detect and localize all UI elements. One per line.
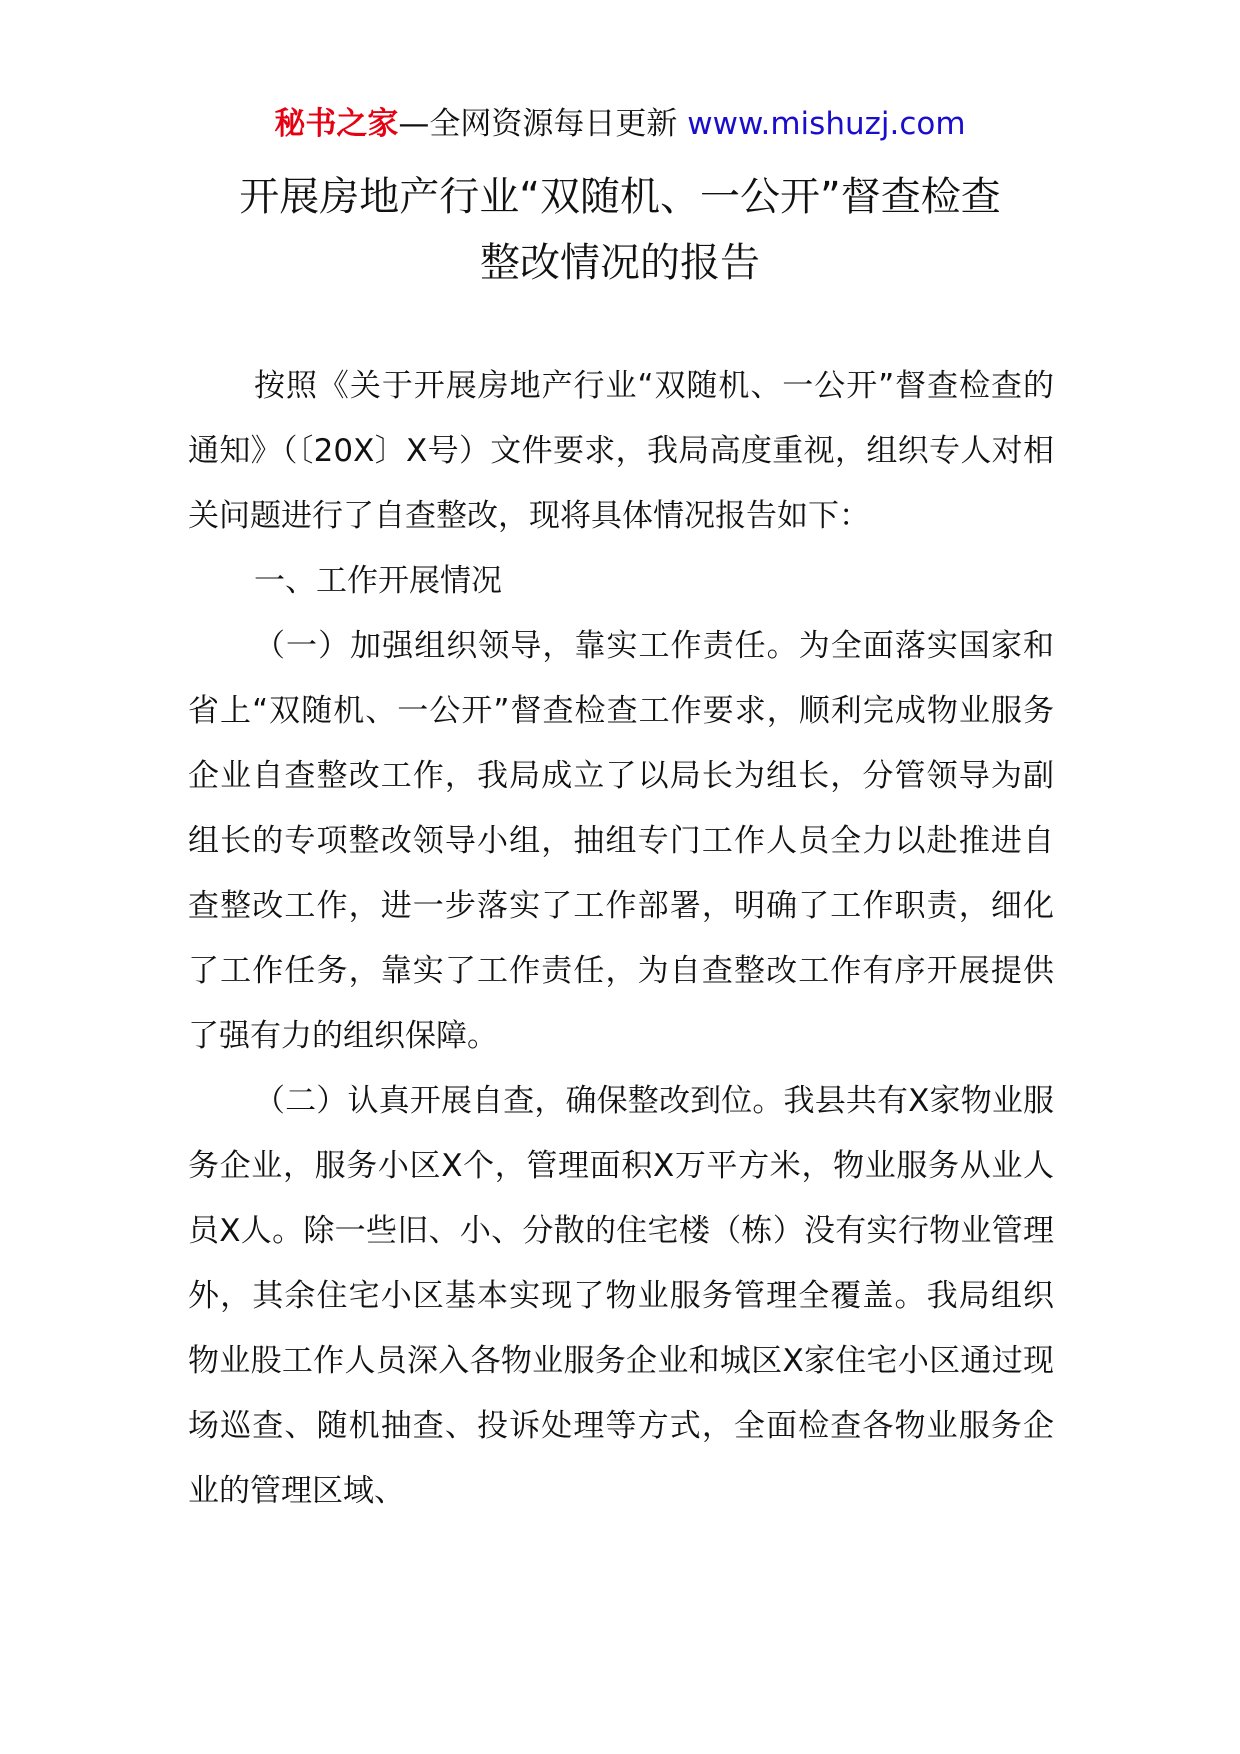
paragraph-self-inspection: （二）认真开展自查，确保整改到位。我县共有X家物业服务企业，服务小区X个，管理面积X万平方米，物业服务从业人员X人。除一些旧、小、分散的住宅楼（栋）没有实行物业管理外，其余住宅小区基本实现了物业服务管理全覆盖。我局组织物业股工作人员深入各物业服务企业和城区X家住宅小区通过现场巡查、随机抽查、投诉处理等方式，全面检查各物业服务企业的管理区域、 (188, 1083, 1054, 1509)
brand-name: 秘书之家 (274, 106, 399, 142)
paragraph-intro: 按照《关于开展房地产行业“双随机、一公开”督查检查的通知》（〔20X〕X号）文件要求，我局高度重视，组织专人对相关问题进行了自查整改，现将具体情况报告如下： (188, 368, 1054, 534)
document-title (150, 164, 1090, 296)
site-url-link[interactable]: www.mishuzj.com (687, 106, 966, 142)
section-heading-1: 一、工作开展情况 (254, 563, 502, 599)
paragraph-organization: （一）加强组织领导，靠实工作责任。为全面落实国家和省上“双随机、一公开”督查检查工作要求，顺利完成物业服务企业自查整改工作，我局成立了以局长为组长，分管领导为副组长的专项整改领导小组，抽组专门工作人员全力以赴推进自查整改工作，进一步落实了工作部署，明确了工作职责，细化了工作任务，靠实了工作责任，为自查整改工作有序开展提供了强有力的组织保障。 (188, 628, 1054, 1054)
header-slogan: —全网资源每日更新 (398, 106, 688, 142)
site-header (0, 104, 1240, 144)
title-line-1: 开展房地产行业“双随机、一公开”督查检查 (239, 174, 1001, 220)
title-line-2: 整改情况的报告 (480, 240, 760, 286)
document-body (188, 354, 1054, 1524)
